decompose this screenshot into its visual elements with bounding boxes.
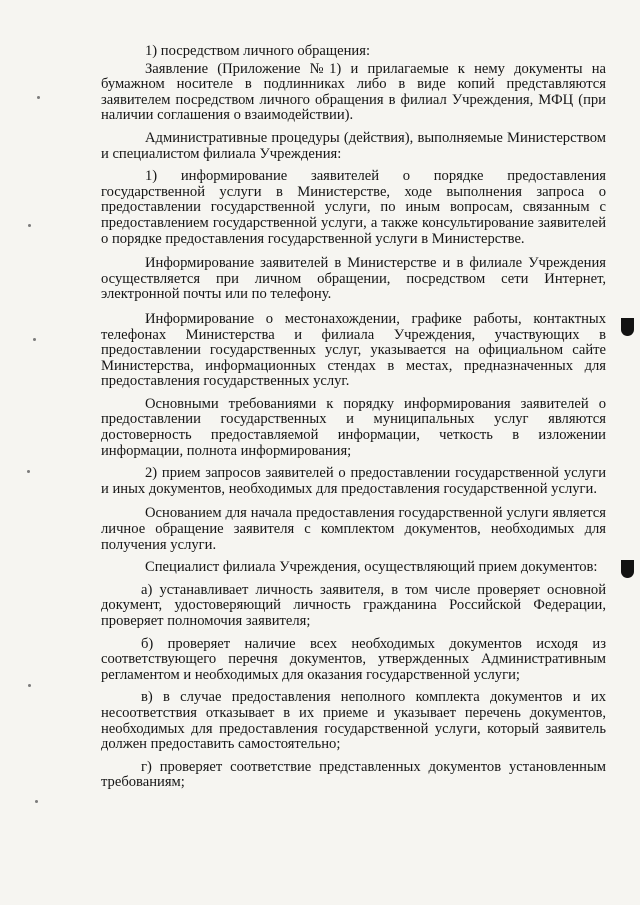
paragraph: 2) прием запросов заявителей о предоставлении государственной услуги и иных документов, необходимых для предоставления государственной услуги. xyxy=(101,465,606,497)
paragraph: Основными требованиями к порядку информирования заявителей о предоставлении государственных и муниципальных услуг являются достоверность предоставляемой информации, четкость в изложении информации, полнота информирования; xyxy=(101,395,606,459)
paragraph: 1) информирование заявителей о порядке предоставления государственной услуги в Министерстве, ходе выполнения запроса о предоставлении государственной услуги, по иным вопросам, связанным с предоставлением государственной услуги, а также консультирование заявителей о порядке предоставления государственной услуги в Министерстве. xyxy=(101,168,606,247)
paragraph: Основанием для начала предоставления государственной услуги является личное обращение заявителя с комплектом документов, необходимых для получения услуги. xyxy=(101,505,606,553)
scan-speck xyxy=(37,96,40,99)
scan-speck xyxy=(35,800,38,803)
list-item: г) проверяет соответствие представленных документов установленным требованиям; xyxy=(101,758,606,791)
paragraph: Заявление (Приложение №1) и прилагаемые к нему документы на бумажном носителе в подлинниках либо в виде копий представляются заявителем посредством личного обращения в филиал Учреждения, МФЦ (при наличии соглашения о взаимодействии). xyxy=(101,60,606,124)
scan-speck xyxy=(27,470,30,473)
scan-speck xyxy=(33,338,36,341)
binder-hole-mark xyxy=(621,318,634,336)
list-item: а) устанавливает личность заявителя, в том числе проверяет основной документ, удостоверяющий личность гражданина Российской Федерации, проверяет полномочия заявителя; xyxy=(101,581,606,629)
scan-speck xyxy=(28,684,31,687)
binder-hole-mark xyxy=(621,560,634,578)
document-body xyxy=(101,44,606,798)
paragraph: Информирование о местонахождении, графике работы, контактных телефонах Министерства и филиала Учреждения, участвующих в предоставлении государственных услуг, указывается на официальном сайте Министерства, информационных стендах в местах, предназначенных для предоставления государственных услуг. xyxy=(101,310,606,390)
list-item: в) в случае предоставления неполного комплекта документов и их несоответствия отказывает в их приеме и указывает перечень документов, необходимых для предоставления государственной услуги, который заявитель должен предоставить самостоятельно; xyxy=(101,689,606,753)
paragraph: 1) посредством личного обращения: xyxy=(145,43,371,59)
scan-speck xyxy=(28,224,31,227)
paragraph: Специалист филиала Учреждения, осуществляющий прием документов: xyxy=(145,559,598,576)
paragraph: Административные процедуры (действия), выполняемые Министерством и специалистом филиала Учреждения: xyxy=(101,129,606,162)
list-item: б) проверяет наличие всех необходимых документов исходя из соответствующего перечня документов, утвержденных Административным регламентом и необходимых для оказания государственной услуги; xyxy=(101,635,606,683)
paragraph: Информирование заявителей в Министерстве и в филиале Учреждения осуществляется при личном обращении, посредством сети Интернет, электронной почты или по телефону. xyxy=(101,255,606,303)
